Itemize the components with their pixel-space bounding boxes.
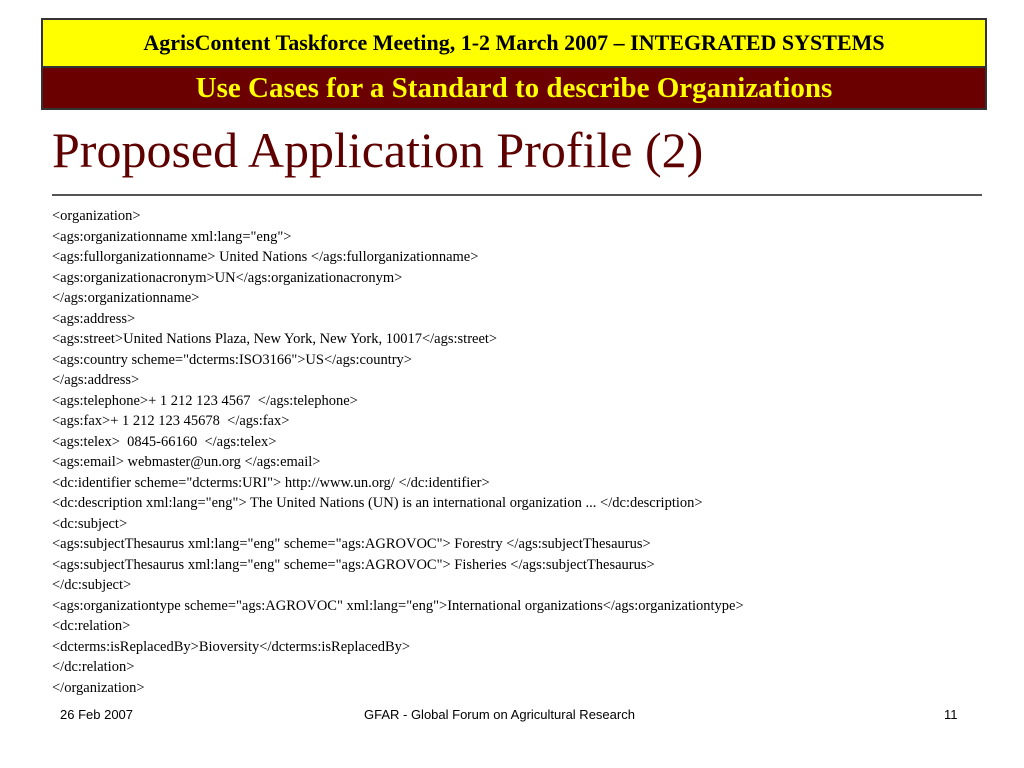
- subtitle: Use Cases for a Standard to describe Organizations: [195, 71, 833, 104]
- code-line: <ags:fax>+ 1 212 123 45678 </ags:fax>: [52, 413, 290, 429]
- code-line: </dc:subject>: [52, 577, 132, 593]
- code-line: </dc:relation>: [52, 659, 135, 675]
- slide-number: 11: [944, 707, 958, 722]
- code-line: <ags:address>: [52, 310, 136, 327]
- code-line: </ags:organizationname>: [52, 290, 200, 306]
- title-divider: [52, 194, 982, 196]
- code-line: <ags:street>United Nations Plaza, New York, New York, 10017</ags:street>: [52, 331, 498, 347]
- code-line: <dc:description xml:lang="eng"> The United Nations (UN) is an international organization ... </dc:description>: [52, 495, 703, 511]
- meeting-title: AgrisContent Taskforce Meeting, 1-2 March 2007 – INTEGRATED SYSTEMS: [143, 30, 885, 55]
- code-line: <ags:subjectThesaurus xml:lang="eng" scheme="ags:AGROVOC"> Fisheries </ags:subjectThesaurus>: [52, 556, 655, 573]
- code-line: <ags:telephone>+ 1 212 123 4567 </ags:telephone>: [52, 392, 358, 409]
- code-line: <ags:organizationacronym>UN</ags:organizationacronym>: [52, 269, 403, 286]
- xml-code-listing: [52, 206, 744, 698]
- code-line: <ags:organizationname xml:lang="eng">: [52, 228, 292, 245]
- footer-organization: GFAR - Global Forum on Agricultural Research: [364, 707, 635, 722]
- meeting-title-banner: [41, 18, 987, 68]
- subtitle-banner: [41, 68, 987, 110]
- code-line: <dc:relation>: [52, 618, 131, 634]
- code-line: <dcterms:isReplacedBy>Bioversity</dcterms:isReplacedBy>: [52, 638, 411, 655]
- code-line: <dc:subject>: [52, 515, 128, 532]
- code-line: <ags:subjectThesaurus xml:lang="eng" scheme="ags:AGROVOC"> Forestry </ags:subjectThesaurus>: [52, 536, 651, 552]
- code-line: <ags:fullorganizationname> United Nations </ags:fullorganizationname>: [52, 249, 479, 265]
- code-line: <dc:identifier scheme="dcterms:URI"> http://www.un.org/ </dc:identifier>: [52, 474, 490, 491]
- page-title: Proposed Application Profile (2): [52, 122, 704, 178]
- code-line: <ags:country scheme="dcterms:ISO3166">US</ags:country>: [52, 351, 412, 368]
- code-line: <ags:telex> 0845-66160 </ags:telex>: [52, 433, 277, 450]
- code-line: </organization>: [52, 679, 145, 696]
- code-line: </ags:address>: [52, 372, 140, 388]
- code-line: <ags:organizationtype scheme="ags:AGROVOC" xml:lang="eng">International organizations</ags:organizationtype>: [52, 597, 744, 614]
- code-line: <ags:email> webmaster@un.org </ags:email>: [52, 454, 321, 470]
- code-line: <organization>: [52, 208, 141, 224]
- footer-date: 26 Feb 2007: [60, 707, 134, 722]
